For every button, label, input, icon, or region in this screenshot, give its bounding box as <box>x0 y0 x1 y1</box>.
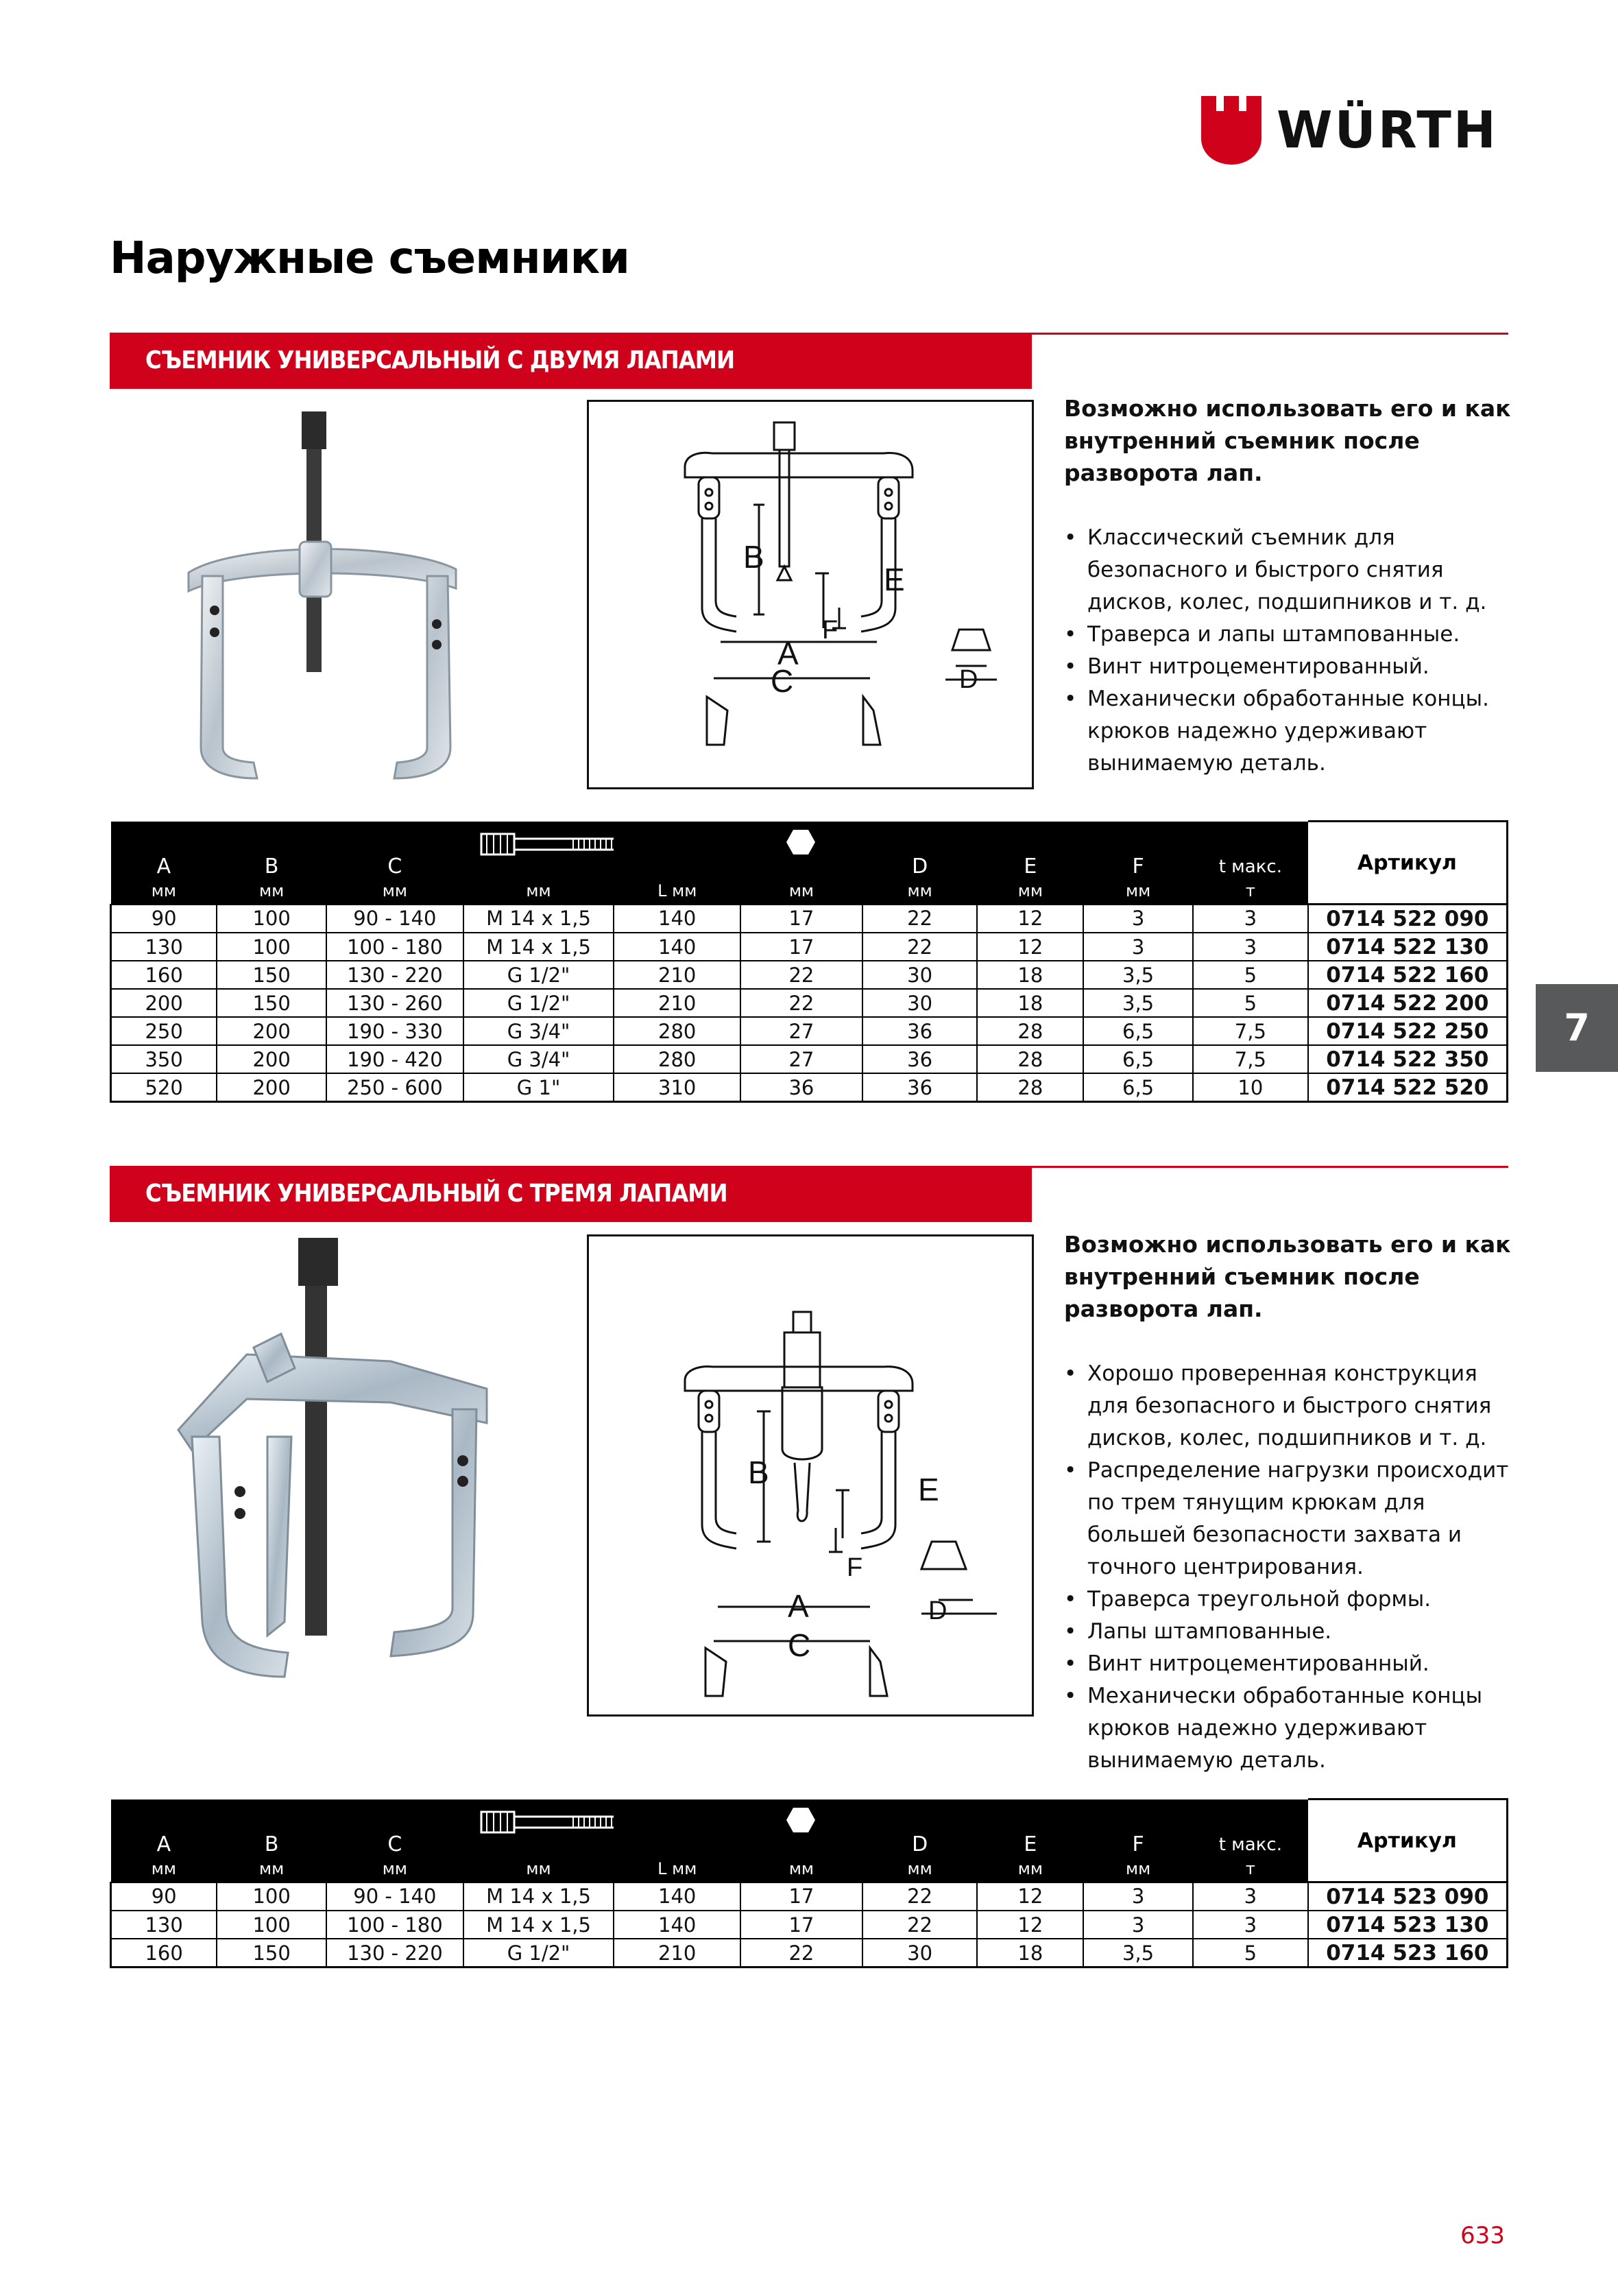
table-cell: 18 <box>977 1939 1083 1968</box>
chapter-tab: 7 <box>1536 984 1618 1072</box>
article-number-cell: 0714 522 200 <box>1308 989 1508 1017</box>
col-header-article: Артикул <box>1308 822 1508 905</box>
table-cell: 22 <box>862 1911 978 1939</box>
dim-label-f: F <box>822 616 838 645</box>
feature-item: • Лапы штампованные. <box>1064 1616 1517 1648</box>
table-cell: 350 <box>111 1045 217 1073</box>
table-cell: 310 <box>614 1073 740 1102</box>
dim-label-e: E <box>918 1472 939 1507</box>
col-header-e: E мм <box>977 1799 1083 1882</box>
article-number-cell: 0714 522 250 <box>1308 1017 1508 1045</box>
table-cell: 22 <box>740 961 862 989</box>
table-row <box>111 1017 1508 1045</box>
table-cell: 22 <box>740 989 862 1017</box>
feature-item: • Траверса треугольной формы. <box>1064 1583 1517 1616</box>
three-jaw-dimension-drawing <box>587 1234 1034 1717</box>
table-cell: 160 <box>111 961 217 989</box>
table-cell: 190 - 420 <box>326 1045 463 1073</box>
two-jaw-spec-table <box>110 820 1508 1103</box>
table-cell: 90 - 140 <box>326 905 463 933</box>
dim-label-b: B <box>748 1455 769 1490</box>
table-cell: G 1/2" <box>463 961 614 989</box>
table-cell: 150 <box>217 961 326 989</box>
section-title-bar <box>110 1166 1032 1222</box>
article-number-cell: 0714 522 520 <box>1308 1073 1508 1102</box>
table-cell: G 1" <box>463 1073 614 1102</box>
feature-item: • Классический съемник для безопасного и быстрого снятия дисков, колес, подшипников и т. д. <box>1064 522 1517 619</box>
section-title-bar <box>110 333 1032 389</box>
table-cell: 22 <box>862 933 978 961</box>
table-cell: G 3/4" <box>463 1045 614 1073</box>
table-cell: G 3/4" <box>463 1017 614 1045</box>
table-cell: 27 <box>740 1045 862 1073</box>
table-cell: 90 - 140 <box>326 1882 463 1911</box>
table-cell: 12 <box>977 905 1083 933</box>
table-row <box>111 1073 1508 1102</box>
table-cell: 30 <box>862 961 978 989</box>
brand-name: WÜRTH <box>1277 101 1498 160</box>
col-header-c: C мм <box>326 822 463 905</box>
table-cell: 200 <box>217 1073 326 1102</box>
table-cell: 22 <box>740 1939 862 1968</box>
col-header-d: D мм <box>862 1799 978 1882</box>
feature-list <box>1064 522 1517 780</box>
table-cell: 22 <box>862 1882 978 1911</box>
col-header-hex: мм <box>740 1799 862 1882</box>
table-cell: 130 - 220 <box>326 961 463 989</box>
feature-item: • Механически обработанные концы крюков надежно удерживают вынимаемую деталь. <box>1064 1680 1517 1777</box>
table-cell: 7,5 <box>1193 1045 1308 1073</box>
table-cell: 3,5 <box>1083 961 1193 989</box>
col-header-d: D мм <box>862 822 978 905</box>
feature-item: • Распределение нагрузки происходит по трем тянущим крюкам для большей безопасности захвата и точного центрирования. <box>1064 1455 1517 1583</box>
article-number-cell: 0714 523 130 <box>1308 1911 1508 1939</box>
col-header-max-load: t макс. т <box>1193 1799 1308 1882</box>
article-number-cell: 0714 522 160 <box>1308 961 1508 989</box>
dim-label-d: D <box>928 1597 947 1625</box>
table-cell: 90 <box>111 1882 217 1911</box>
table-cell: 18 <box>977 989 1083 1017</box>
col-header-thread: мм <box>463 822 614 905</box>
table-cell: 18 <box>977 961 1083 989</box>
table-cell: 130 <box>111 933 217 961</box>
table-cell: 36 <box>862 1073 978 1102</box>
table-row <box>111 961 1508 989</box>
table-cell: 3 <box>1193 1911 1308 1939</box>
col-header-hex: мм <box>740 822 862 905</box>
three-jaw-puller-photo <box>165 1231 521 1711</box>
feature-item: • Винт нитроцементированный. <box>1064 651 1517 683</box>
table-cell: 100 <box>217 933 326 961</box>
table-cell: 140 <box>614 933 740 961</box>
table-cell: 36 <box>862 1045 978 1073</box>
table-cell: 28 <box>977 1073 1083 1102</box>
article-number-cell: 0714 522 090 <box>1308 905 1508 933</box>
table-cell: 200 <box>217 1017 326 1045</box>
dim-label-f: F <box>847 1553 863 1582</box>
col-header-article: Артикул <box>1308 1799 1508 1882</box>
table-cell: 3 <box>1083 933 1193 961</box>
col-header-f: F мм <box>1083 822 1193 905</box>
two-jaw-dimension-drawing <box>587 400 1034 789</box>
table-cell: 250 - 600 <box>326 1073 463 1102</box>
article-number-cell: 0714 523 090 <box>1308 1882 1508 1911</box>
table-cell: M 14 x 1,5 <box>463 1882 614 1911</box>
page-title: Наружные съемники <box>110 233 629 284</box>
table-cell: 3 <box>1083 1882 1193 1911</box>
table-cell: 250 <box>111 1017 217 1045</box>
table-cell: 90 <box>111 905 217 933</box>
table-cell: 28 <box>977 1045 1083 1073</box>
table-cell: 3,5 <box>1083 989 1193 1017</box>
dim-label-c: C <box>771 663 794 699</box>
table-cell: 17 <box>740 933 862 961</box>
table-body <box>111 1882 1508 1968</box>
table-cell: 140 <box>614 1882 740 1911</box>
col-header-f: F мм <box>1083 1799 1193 1882</box>
section-title: СЪЕМНИК УНИВЕРСАЛЬНЫЙ С ТРЕМЯ ЛАПАМИ <box>145 1180 727 1208</box>
table-cell: 210 <box>614 1939 740 1968</box>
table-cell: 6,5 <box>1083 1017 1193 1045</box>
col-header-c: C мм <box>326 1799 463 1882</box>
table-cell: 5 <box>1193 1939 1308 1968</box>
table-cell: 130 - 220 <box>326 1939 463 1968</box>
table-cell: 520 <box>111 1073 217 1102</box>
table-cell: 22 <box>862 905 978 933</box>
section-rule <box>1032 333 1508 335</box>
table-cell: 160 <box>111 1939 217 1968</box>
feature-item: • Винт нитроцементированный. <box>1064 1648 1517 1680</box>
table-cell: 5 <box>1193 961 1308 989</box>
table-cell: 7,5 <box>1193 1017 1308 1045</box>
dim-label-d: D <box>959 665 978 694</box>
table-cell: 210 <box>614 989 740 1017</box>
table-cell: 130 <box>111 1911 217 1939</box>
table-cell: 200 <box>111 989 217 1017</box>
table-cell: 17 <box>740 1911 862 1939</box>
table-cell: 12 <box>977 1882 1083 1911</box>
col-header-a: A мм <box>111 1799 217 1882</box>
table-cell: 6,5 <box>1083 1045 1193 1073</box>
dim-label-c: C <box>788 1627 811 1663</box>
table-cell: 3 <box>1083 1911 1193 1939</box>
table-cell: 100 <box>217 1911 326 1939</box>
col-header-b: B мм <box>217 1799 326 1882</box>
table-cell: 27 <box>740 1017 862 1045</box>
description-lead: Возможно использовать его и как внутренний съемник после разворота лап. <box>1064 395 1511 486</box>
table-row <box>111 1911 1508 1939</box>
feature-item: • Механически обработанные концы. крюков надежно удерживают вынимаемую деталь. <box>1064 683 1517 780</box>
col-header-length: L мм <box>614 822 740 905</box>
table-cell: 12 <box>977 1911 1083 1939</box>
table-cell: 17 <box>740 905 862 933</box>
feature-item: • Хорошо проверенная конструкция для безопасного и быстрого снятия дисков, колес, подшипников и т. д. <box>1064 1358 1517 1455</box>
section-rule <box>1032 1166 1508 1168</box>
table-cell: 3,5 <box>1083 1939 1193 1968</box>
col-header-length: L мм <box>614 1799 740 1882</box>
table-cell: 280 <box>614 1045 740 1073</box>
table-header-row <box>111 822 1508 905</box>
table-cell: 210 <box>614 961 740 989</box>
article-number-cell: 0714 523 160 <box>1308 1939 1508 1968</box>
table-cell: 12 <box>977 933 1083 961</box>
table-cell: 140 <box>614 1911 740 1939</box>
table-cell: 150 <box>217 1939 326 1968</box>
dim-label-a: A <box>788 1588 809 1624</box>
table-cell: 3 <box>1193 905 1308 933</box>
table-cell: G 1/2" <box>463 1939 614 1968</box>
dim-label-a: A <box>777 636 799 671</box>
table-cell: 30 <box>862 989 978 1017</box>
table-cell: 200 <box>217 1045 326 1073</box>
table-row <box>111 1939 1508 1968</box>
wurth-logo-mark-icon <box>1201 96 1261 165</box>
dim-label-b: B <box>743 539 764 575</box>
table-cell: 5 <box>1193 989 1308 1017</box>
table-cell: G 1/2" <box>463 989 614 1017</box>
table-cell: 100 <box>217 905 326 933</box>
table-cell: 190 - 330 <box>326 1017 463 1045</box>
table-cell: 36 <box>862 1017 978 1045</box>
table-cell: 10 <box>1193 1073 1308 1102</box>
table-cell: M 14 x 1,5 <box>463 905 614 933</box>
hexagon-icon <box>786 828 816 856</box>
page-number: 633 <box>1460 2222 1505 2249</box>
hexagon-icon <box>786 1806 816 1834</box>
feature-list <box>1064 1358 1517 1777</box>
table-cell: 36 <box>740 1073 862 1102</box>
table-cell: 17 <box>740 1882 862 1911</box>
table-cell: M 14 x 1,5 <box>463 933 614 961</box>
table-cell: 100 - 180 <box>326 1911 463 1939</box>
wurth-logo <box>1201 96 1510 168</box>
table-cell: 3 <box>1083 905 1193 933</box>
feature-item: • Траверса и лапы штампованные. <box>1064 619 1517 651</box>
table-cell: 3 <box>1193 1882 1308 1911</box>
table-body <box>111 905 1508 1102</box>
col-header-e: E мм <box>977 822 1083 905</box>
two-jaw-puller-photo <box>154 405 497 785</box>
two-jaw-description <box>1064 392 1517 780</box>
article-number-cell: 0714 522 130 <box>1308 933 1508 961</box>
col-header-b: B мм <box>217 822 326 905</box>
section-title: СЪЕМНИК УНИВЕРСАЛЬНЫЙ С ДВУМЯ ЛАПАМИ <box>145 346 735 374</box>
description-lead: Возможно использовать его и как внутренний съемник после разворота лап. <box>1064 1231 1511 1322</box>
table-cell: 130 - 260 <box>326 989 463 1017</box>
table-row <box>111 933 1508 961</box>
article-number-cell: 0714 522 350 <box>1308 1045 1508 1073</box>
table-row <box>111 905 1508 933</box>
table-cell: 6,5 <box>1083 1073 1193 1102</box>
table-cell: 280 <box>614 1017 740 1045</box>
table-cell: 140 <box>614 905 740 933</box>
table-header-row <box>111 1799 1508 1882</box>
table-cell: 100 <box>217 1882 326 1911</box>
three-jaw-spec-table <box>110 1798 1508 1968</box>
table-cell: 3 <box>1193 933 1308 961</box>
col-header-max-load: t макс. т <box>1193 822 1308 905</box>
table-cell: 100 - 180 <box>326 933 463 961</box>
table-cell: 150 <box>217 989 326 1017</box>
table-cell: M 14 x 1,5 <box>463 1911 614 1939</box>
table-row <box>111 989 1508 1017</box>
table-cell: 28 <box>977 1017 1083 1045</box>
table-row <box>111 1882 1508 1911</box>
dim-label-e: E <box>884 562 905 597</box>
table-row <box>111 1045 1508 1073</box>
col-header-a: A мм <box>111 822 217 905</box>
three-jaw-description <box>1064 1228 1517 1777</box>
table-cell: 30 <box>862 1939 978 1968</box>
col-header-thread: мм <box>463 1799 614 1882</box>
